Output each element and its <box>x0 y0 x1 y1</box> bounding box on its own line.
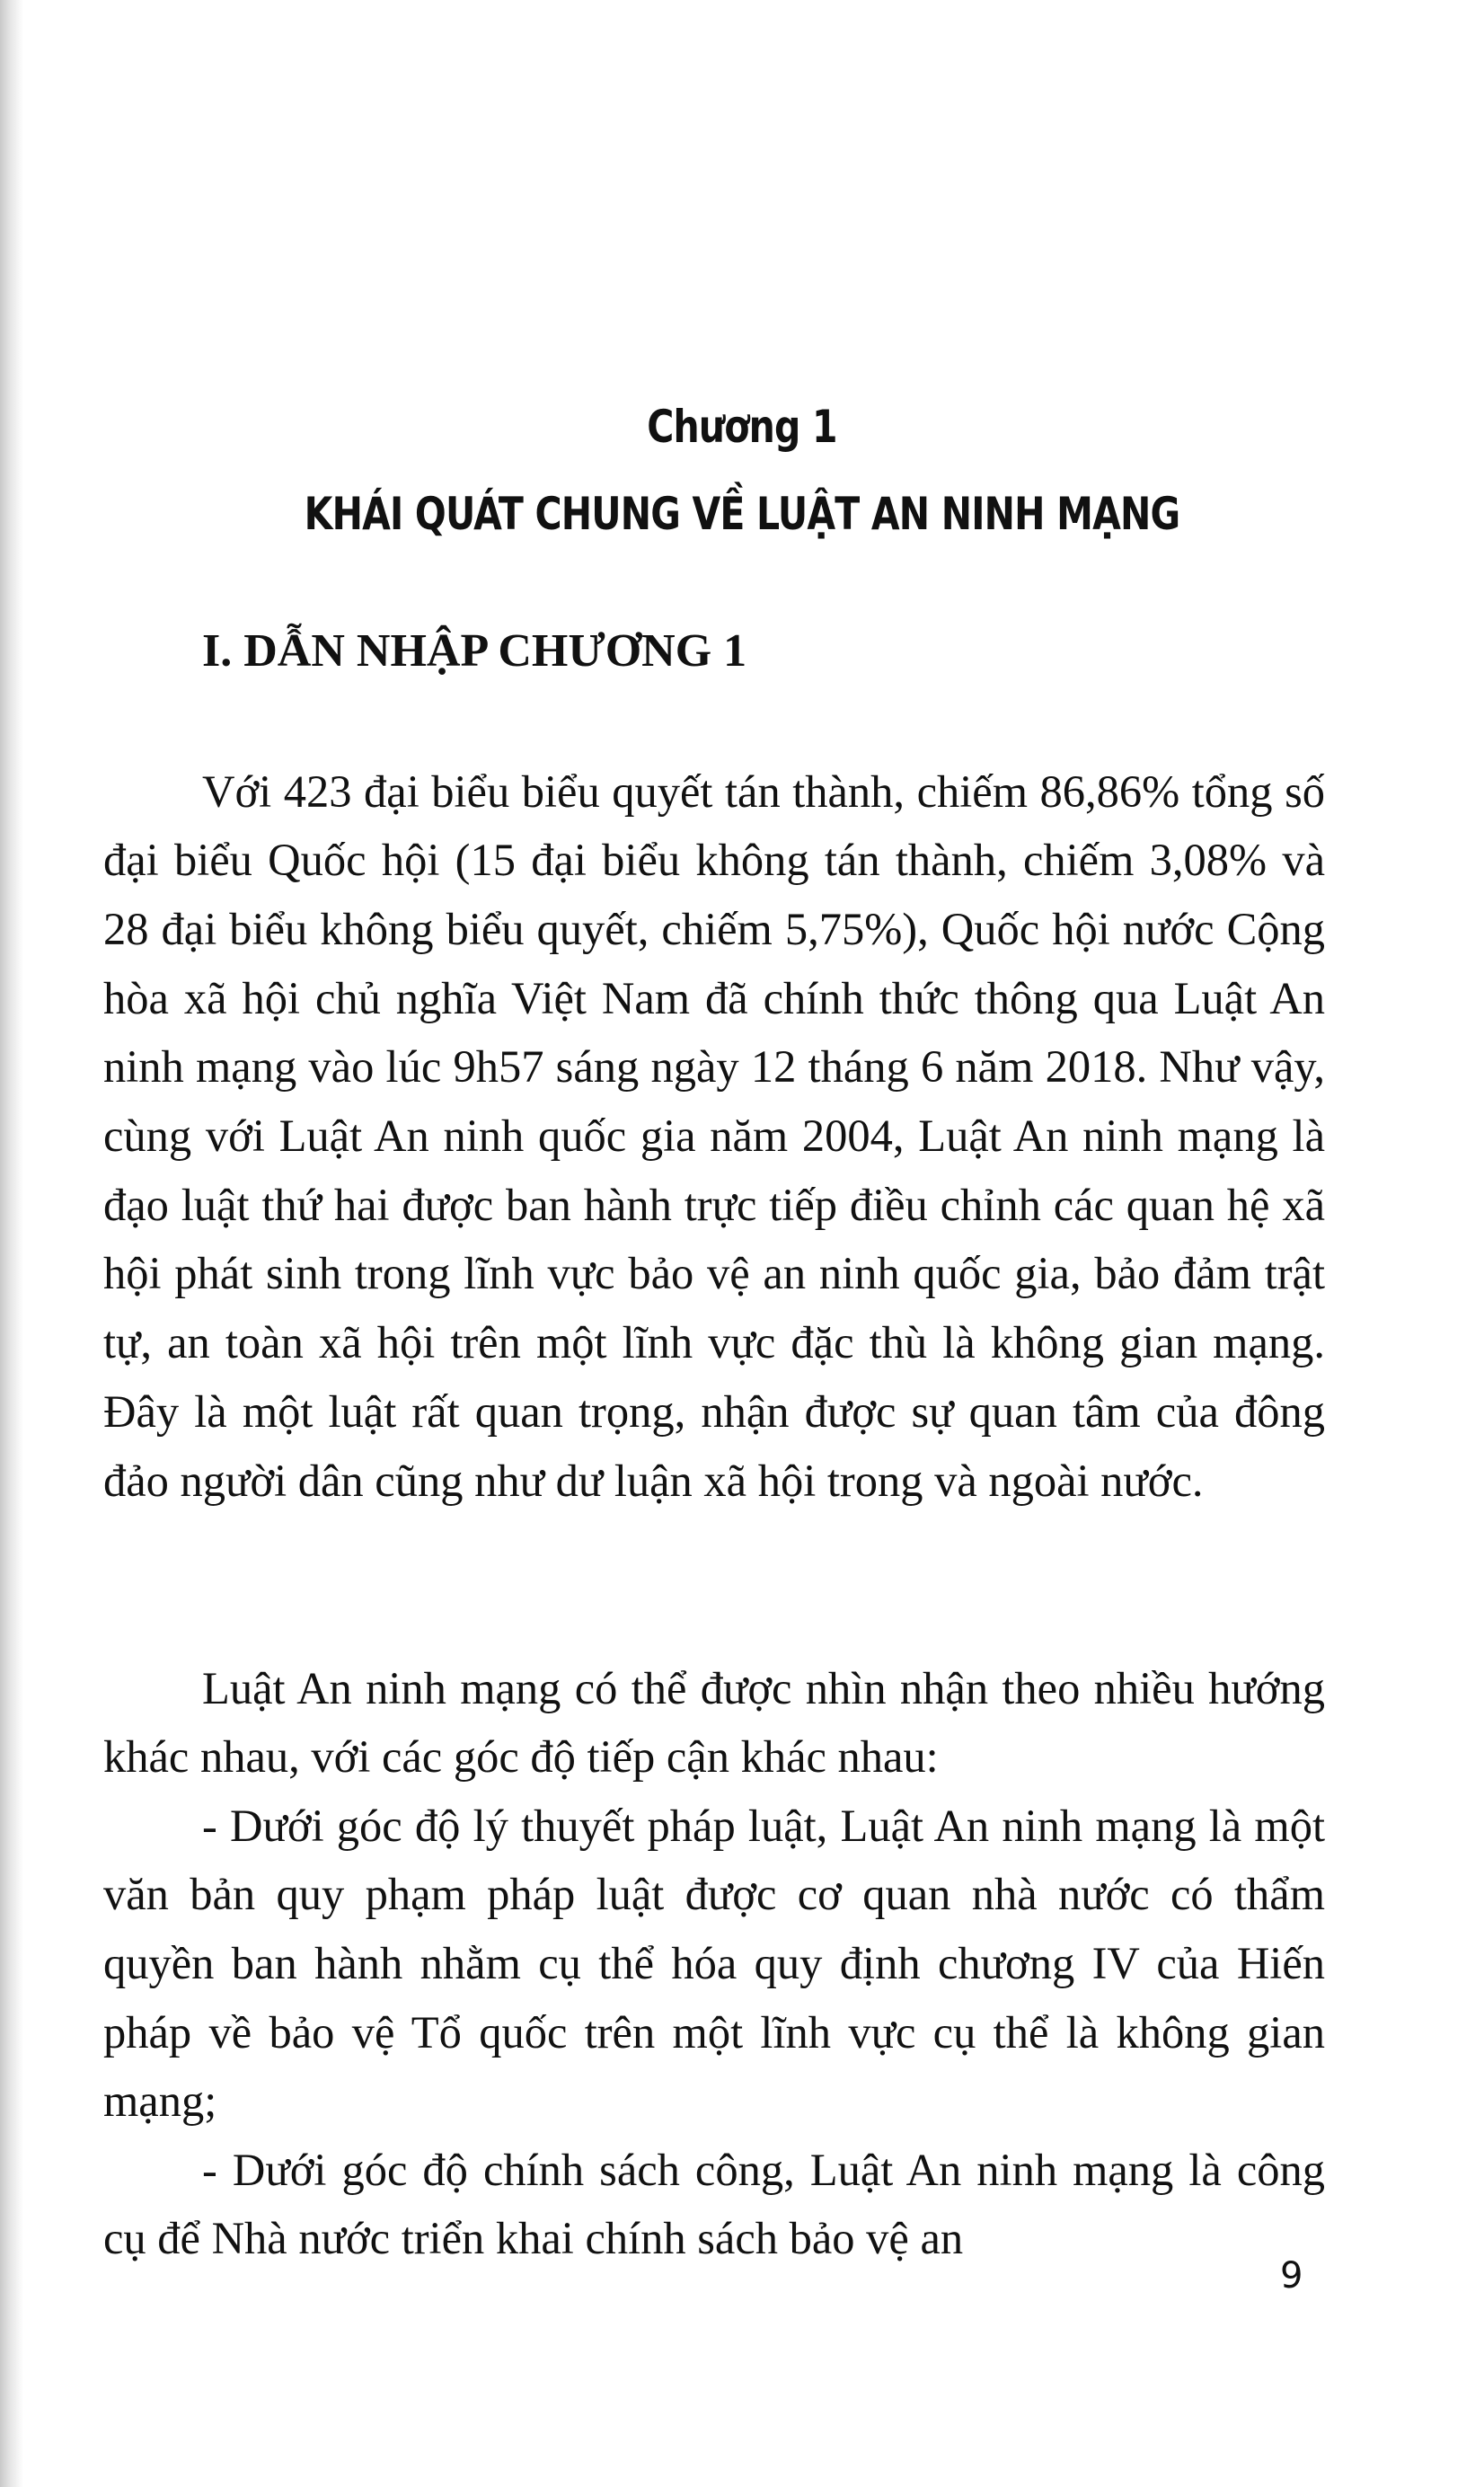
paragraph-intro: Với 423 đại biểu biểu quyết tán thành, chiếm 86,86% tổng số đại biểu Quốc hội (15 đại biểu không tán thành, chiếm 3,08% và 28 đại biểu không biểu quyết, chiếm 5,75%), Quốc hội nước Cộng hòa xã hội chủ nghĩa Việt Nam đã chính thức thông qua Luật An ninh mạng vào lúc 9h57 sáng ngày 12 tháng 6 năm 2018. Như vậy, cùng với Luật An ninh quốc gia năm 2004, Luật An ninh mạng là đạo luật thứ hai được ban hành trực tiếp điều chỉnh các quan hệ xã hội phát sinh trong lĩnh vực bảo vệ an ninh quốc gia, bảo đảm trật tự, an toàn xã hội trên một lĩnh vực đặc thù là không gian mạng. Đây là một luật rất quan trọng, nhận được sự quan tâm của đông đảo người dân cũng như dư luận xã hội trong và ngoài nước. <box>103 766 1325 1506</box>
section-heading: I. DẪN NHẬP CHƯƠNG 1 <box>202 625 747 677</box>
page-edge-shadow <box>0 0 23 2487</box>
paragraph-public-policy: - Dưới góc độ chính sách công, Luật An ninh mạng là công cụ để Nhà nước triển khai chính sách bảo vệ an <box>103 2144 1325 2264</box>
chapter-title: KHÁI QUÁT CHUNG VỀ LUẬT AN NINH MẠNG <box>304 488 1180 540</box>
paragraph-perspectives: Luật An ninh mạng có thể được nhìn nhận theo nhiều hướng khác nhau, với các góc độ tiếp cận khác nhau: <box>103 1662 1325 1783</box>
chapter-label: Chương 1 <box>647 401 837 453</box>
paragraph-legal-theory: - Dưới góc độ lý thuyết pháp luật, Luật An ninh mạng là một văn bản quy phạm pháp luật được cơ quan nhà nước có thẩm quyền ban hành nhằm cụ thể hóa quy định chương IV của Hiến pháp về bảo vệ Tổ quốc trên một lĩnh vực cụ thể là không gian mạng; <box>103 1800 1325 2127</box>
page-number: 9 <box>1280 2255 1303 2297</box>
